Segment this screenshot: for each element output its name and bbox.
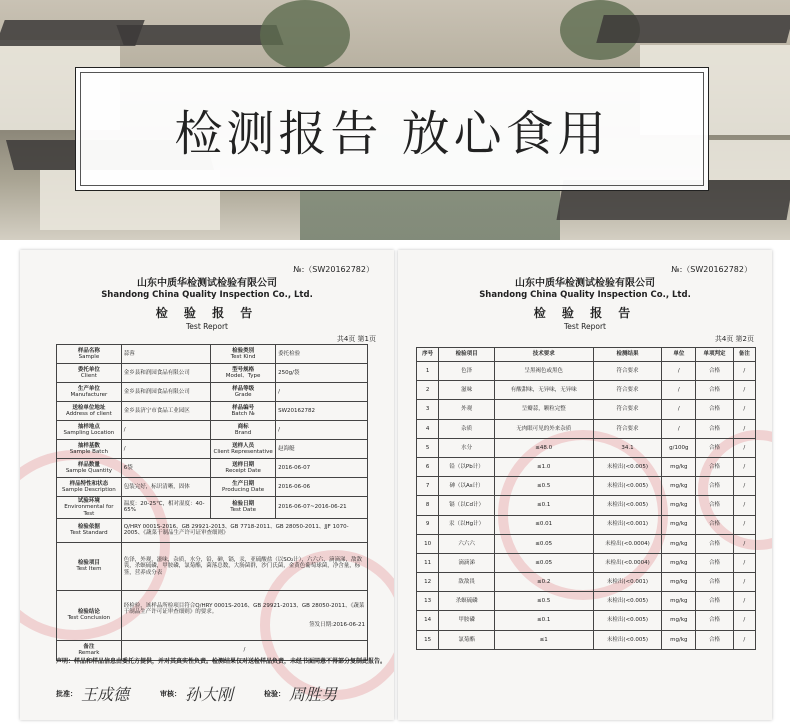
table-cell: 6 xyxy=(417,457,439,476)
banner-title-box xyxy=(75,67,709,191)
table-cell: 敌敌畏 xyxy=(439,573,495,592)
remark-label-en: Remark xyxy=(78,650,100,657)
table-cell: 未检出(<0.0004) xyxy=(593,553,662,572)
table-cell: 3 xyxy=(417,400,439,419)
field-label: 送样人员 xyxy=(232,442,255,449)
items-label: 检验项目 xyxy=(77,560,100,567)
table-cell: 符合要求 xyxy=(593,381,662,400)
report-title-en: Test Report xyxy=(563,322,606,331)
field-value: 蒜蓉 xyxy=(121,345,210,364)
table-cell: mg/kg xyxy=(662,534,696,553)
table-cell: 1 xyxy=(417,362,439,381)
table-cell: 合格 xyxy=(696,419,734,438)
field-value: 2016-06-07 xyxy=(276,459,368,478)
table-cell: 镉（以Cd计） xyxy=(439,496,495,515)
field-label-en: Sample Quantity xyxy=(65,468,112,474)
table-cell: / xyxy=(733,400,755,419)
field-value: 包装完好，标识清晰，固体 xyxy=(121,478,210,497)
table-cell: 未检出(<0.0004) xyxy=(593,534,662,553)
table-cell: 15 xyxy=(417,630,439,649)
field-label: 样品特性和状态 xyxy=(69,480,109,487)
field-value: / xyxy=(276,383,368,402)
column-header: 单位 xyxy=(662,348,696,362)
report-number: №:（SW20162782） xyxy=(293,265,374,274)
field-label-en: Brand xyxy=(234,430,252,436)
table-cell: 外观 xyxy=(439,400,495,419)
table-cell: / xyxy=(662,381,696,400)
company-name-cn: 山东中质华检测试检验有限公司 xyxy=(515,278,655,289)
table-row xyxy=(417,573,756,592)
field-value: 金乡县济宁市食品工业园区 xyxy=(121,402,210,421)
signature-row xyxy=(56,682,368,705)
field-label-en: Grade xyxy=(234,392,252,398)
report-title-en: Test Report xyxy=(185,322,228,331)
table-cell: 水分 xyxy=(439,438,495,457)
table-cell: 符合要求 xyxy=(593,362,662,381)
table-cell: g/100g xyxy=(662,438,696,457)
field-value: 250g/袋 xyxy=(276,364,368,383)
table-row xyxy=(57,497,368,519)
field-value: SW20162782 xyxy=(276,402,368,421)
table-cell: / xyxy=(733,477,755,496)
field-value: 委托检验 xyxy=(276,345,368,364)
table-row xyxy=(57,518,368,542)
table-row xyxy=(417,381,756,400)
table-row xyxy=(417,592,756,611)
table-cell: 甲胺磷 xyxy=(439,611,495,630)
standard-label: 检验依据 xyxy=(77,524,100,531)
report-title-cn: 检 验 报 告 xyxy=(533,306,637,320)
table-cell: 合格 xyxy=(696,573,734,592)
conclusion-label-en: Test Conclusion xyxy=(67,615,111,622)
table-cell: 符合要求 xyxy=(593,419,662,438)
table-row xyxy=(57,590,368,640)
table-cell: 10 xyxy=(417,534,439,553)
table-row xyxy=(417,457,756,476)
table-cell: 合格 xyxy=(696,534,734,553)
table-row xyxy=(417,553,756,572)
field-label: 抽样地点 xyxy=(77,423,100,430)
table-cell: 合格 xyxy=(696,496,734,515)
items-value: 色泽，外观，滋味，杂质，水分，铅，砷，镉，汞，亚硫酸盐（以SO₂计），六六六，滴滴涕，敌敌畏，杀螟硫磷，甲胺磷，氯菊酯，菌落总数，大肠菌群，沙门氏菌，金黄色葡萄球菌，净含量，标签，营养成分表 xyxy=(121,542,367,590)
report-title-cn: 检 验 报 告 xyxy=(155,306,259,320)
table-cell: 12 xyxy=(417,573,439,592)
table-cell: / xyxy=(733,438,755,457)
column-header: 单项判定 xyxy=(696,348,734,362)
table-cell: mg/kg xyxy=(662,496,696,515)
table-cell: 未检出(<0.005) xyxy=(593,477,662,496)
table-cell: ≤1 xyxy=(494,630,593,649)
table-cell: 合格 xyxy=(696,438,734,457)
table-cell: 合格 xyxy=(696,381,734,400)
table-cell: ≤0.01 xyxy=(494,515,593,534)
field-value: 赵海艇 xyxy=(276,440,368,459)
column-header: 检测结果 xyxy=(593,348,662,362)
table-cell: 杀螟硫磷 xyxy=(439,592,495,611)
field-value: / xyxy=(121,421,210,440)
table-cell: 合格 xyxy=(696,400,734,419)
field-label-en: Manufacturer xyxy=(70,392,108,398)
table-cell: ≤0.05 xyxy=(494,553,593,572)
table-cell: 符合要求 xyxy=(593,400,662,419)
table-cell: ≤0.5 xyxy=(494,592,593,611)
field-label-en: Sample xyxy=(78,354,100,360)
table-row xyxy=(417,477,756,496)
table-cell: ≤48.0 xyxy=(494,438,593,457)
field-value: 金乡县和润园食品有限公司 xyxy=(121,383,210,402)
table-cell: mg/kg xyxy=(662,477,696,496)
table-row xyxy=(57,478,368,497)
table-row xyxy=(57,542,368,590)
table-cell: 合格 xyxy=(696,553,734,572)
table-row xyxy=(417,534,756,553)
approver-signature: 王成德 xyxy=(81,685,130,704)
table-cell: 8 xyxy=(417,496,439,515)
table-cell: 未检出(<0.005) xyxy=(593,457,662,476)
table-cell: 5 xyxy=(417,438,439,457)
items-label-en: Test Item xyxy=(76,566,102,573)
table-cell: 呈黑褐色或黑色 xyxy=(494,362,593,381)
field-label: 样品编号 xyxy=(232,404,255,411)
field-label-en: Address of client xyxy=(65,411,112,417)
field-label: 样品数量 xyxy=(77,461,100,468)
table-cell: / xyxy=(733,534,755,553)
field-label: 送检单位地址 xyxy=(72,404,106,411)
table-cell: mg/kg xyxy=(662,592,696,611)
table-cell: 合格 xyxy=(696,611,734,630)
review-label: 审核： xyxy=(160,689,181,698)
field-label-en: Environmental for Test xyxy=(64,504,114,517)
company-name-en: Shandong China Quality Inspection Co., Ltd. xyxy=(479,290,691,300)
field-value: 金乡县和润园食品有限公司 xyxy=(121,364,210,383)
table-cell: / xyxy=(733,553,755,572)
field-label: 委托单位 xyxy=(77,366,100,373)
table-cell: 铅（以Pb计） xyxy=(439,457,495,476)
conclusion-label: 检验结论 xyxy=(77,609,100,616)
table-cell: / xyxy=(662,362,696,381)
table-cell: mg/kg xyxy=(662,457,696,476)
page-indicator: 共4页 第2页 xyxy=(714,335,754,343)
field-label: 检验日期 xyxy=(232,501,255,508)
sample-info-table xyxy=(56,344,368,661)
field-value: / xyxy=(121,440,210,459)
tester-signature: 周胜男 xyxy=(289,685,338,704)
field-value: 2016-06-06 xyxy=(276,478,368,497)
table-cell: ≤0.5 xyxy=(494,477,593,496)
conclusion-value: 经检验，该样品所检项目符合Q/HRY 0001S-2016、GB 29921-2013、GB 28050-2011、《蔬菜干制品生产许可证审查细则》的要求。 xyxy=(123,602,365,616)
table-cell: 14 xyxy=(417,611,439,630)
table-cell: 未检出(<0.001) xyxy=(593,515,662,534)
table-cell: / xyxy=(733,496,755,515)
field-label: 样品名称 xyxy=(77,347,100,354)
company-name-cn: 山东中质华检测试检验有限公司 xyxy=(137,278,277,289)
reviewer-signature: 孙大刚 xyxy=(185,685,234,704)
table-header-row xyxy=(417,348,756,362)
table-cell: mg/kg xyxy=(662,515,696,534)
table-cell: ≤0.1 xyxy=(494,611,593,630)
table-cell: 合格 xyxy=(696,477,734,496)
table-row xyxy=(417,400,756,419)
table-cell: ≤0.2 xyxy=(494,573,593,592)
table-cell: / xyxy=(733,362,755,381)
field-value: 温度：20-25℃，相对湿度：40-65% xyxy=(121,497,210,519)
remark-label: 备注 xyxy=(83,644,95,651)
report-number: №:（SW20162782） xyxy=(671,265,752,274)
table-cell: mg/kg xyxy=(662,573,696,592)
field-label-en: Sample Batch xyxy=(69,449,108,455)
table-row xyxy=(417,496,756,515)
field-label: 商标 xyxy=(237,423,249,430)
test-results-table xyxy=(416,347,756,650)
column-header: 检验项目 xyxy=(439,348,495,362)
column-header: 序号 xyxy=(417,348,439,362)
table-cell: 杂质 xyxy=(439,419,495,438)
table-cell: 合格 xyxy=(696,362,734,381)
table-cell: mg/kg xyxy=(662,630,696,649)
standard-label-en: Test Standard xyxy=(70,530,108,537)
table-cell: / xyxy=(733,611,755,630)
table-cell: / xyxy=(733,419,755,438)
table-row xyxy=(57,364,368,383)
table-cell: 砷（以As计） xyxy=(439,477,495,496)
field-value: / xyxy=(276,421,368,440)
field-label-en: Client Representative xyxy=(213,449,273,455)
sign-date: 签发日期:2016-06-21 xyxy=(309,621,365,628)
table-row xyxy=(57,440,368,459)
table-row xyxy=(417,419,756,438)
field-label: 生产日期 xyxy=(232,480,255,487)
table-cell: 7 xyxy=(417,477,439,496)
report-page-1 xyxy=(20,250,394,720)
field-label-en: Test Kind xyxy=(230,354,256,360)
table-cell: 氯菊酯 xyxy=(439,630,495,649)
table-cell: / xyxy=(733,573,755,592)
table-cell: / xyxy=(733,457,755,476)
table-row xyxy=(57,383,368,402)
table-cell: / xyxy=(733,381,755,400)
field-label-en: Sample Description xyxy=(62,487,116,493)
table-cell: 汞（以Hg计） xyxy=(439,515,495,534)
field-label: 检验类别 xyxy=(232,347,255,354)
table-row xyxy=(417,611,756,630)
table-row xyxy=(57,421,368,440)
field-label: 型号规格 xyxy=(232,366,255,373)
table-cell: 未检出(<0.005) xyxy=(593,611,662,630)
field-label: 抽样基数 xyxy=(77,442,100,449)
field-label-en: Producing Date xyxy=(222,487,265,493)
banner-title: 检测报告 放心食用 xyxy=(174,105,610,162)
remark-value: / xyxy=(121,640,367,660)
table-cell: ≤1.0 xyxy=(494,457,593,476)
field-value: 2016-06-07~2016-06-21 xyxy=(276,497,368,519)
table-row xyxy=(417,362,756,381)
column-header: 技术要求 xyxy=(494,348,593,362)
table-cell: 合格 xyxy=(696,592,734,611)
standard-value: Q/HRY 0001S-2016、GB 29921-2013、GB 7718-2011、GB 28050-2011、JJF 1070-2005、《蔬菜干制品生产许可证审查细则》 xyxy=(121,518,367,542)
table-cell: 有酸甜味，无异味，无异味 xyxy=(494,381,593,400)
table-row xyxy=(417,515,756,534)
approve-label: 批准： xyxy=(56,689,77,698)
field-label: 生产单位 xyxy=(77,385,100,392)
table-cell: / xyxy=(733,515,755,534)
table-row xyxy=(417,438,756,457)
table-row xyxy=(57,345,368,364)
table-cell: 未检出(<0.005) xyxy=(593,496,662,515)
table-cell: 4 xyxy=(417,419,439,438)
field-label-en: Model、Type xyxy=(225,373,261,379)
field-label-en: Test Date xyxy=(230,507,256,514)
field-label: 试验环境 xyxy=(77,498,100,504)
table-cell: 未检出(<0.005) xyxy=(593,592,662,611)
table-cell: / xyxy=(733,592,755,611)
field-label: 送样日期 xyxy=(232,461,255,468)
field-label-en: Receipt Date xyxy=(225,468,261,474)
table-cell: / xyxy=(662,400,696,419)
table-row xyxy=(417,630,756,649)
table-cell: 合格 xyxy=(696,515,734,534)
table-cell: ≤0.05 xyxy=(494,534,593,553)
field-label-en: Client xyxy=(80,373,97,379)
table-cell: / xyxy=(733,630,755,649)
table-cell: 呈瓣蒜，颗粒完整 xyxy=(494,400,593,419)
field-label: 样品等级 xyxy=(232,385,255,392)
table-cell: 34.1 xyxy=(593,438,662,457)
table-cell: 2 xyxy=(417,381,439,400)
table-cell: 六六六 xyxy=(439,534,495,553)
table-cell: 合格 xyxy=(696,457,734,476)
table-row xyxy=(57,459,368,478)
table-cell: mg/kg xyxy=(662,553,696,572)
field-label-en: Batch № xyxy=(231,411,255,417)
table-cell: ≤0.1 xyxy=(494,496,593,515)
table-cell: 色泽 xyxy=(439,362,495,381)
table-cell: 未检出(<0.001) xyxy=(593,573,662,592)
table-cell: 滴滴涕 xyxy=(439,553,495,572)
table-row xyxy=(57,402,368,421)
table-cell: 滋味 xyxy=(439,381,495,400)
table-cell: 13 xyxy=(417,592,439,611)
field-label-en: Sampling Location xyxy=(63,430,115,436)
table-cell: mg/kg xyxy=(662,611,696,630)
column-header: 备注 xyxy=(733,348,755,362)
table-cell: 无肉眼可见的外来杂质 xyxy=(494,419,593,438)
declaration: 声明：样品和样品信息由委托方提供，并对其真实性负责。检测结果仅对送检样品负责，未经书面同意不得部分复制此报告。 xyxy=(56,658,387,665)
test-label: 检验： xyxy=(264,689,285,698)
page-indicator: 共4页 第1页 xyxy=(336,335,376,343)
table-cell: / xyxy=(662,419,696,438)
field-value: 6袋 xyxy=(121,459,210,478)
banner-photo xyxy=(0,0,790,240)
table-cell: 11 xyxy=(417,553,439,572)
table-cell: 未检出(<0.005) xyxy=(593,630,662,649)
table-cell: 9 xyxy=(417,515,439,534)
table-cell: 合格 xyxy=(696,630,734,649)
company-name-en: Shandong China Quality Inspection Co., Ltd. xyxy=(101,290,313,300)
report-page-2 xyxy=(398,250,772,720)
